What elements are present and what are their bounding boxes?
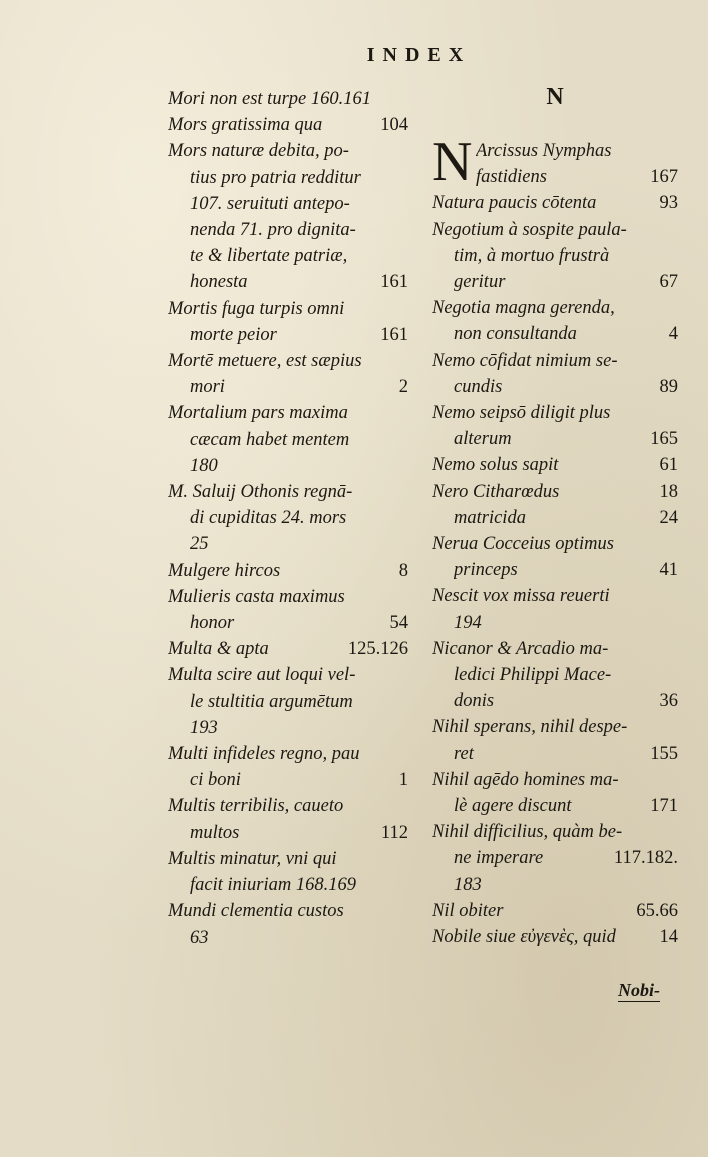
entry-text: tius pro patria redditur (190, 167, 361, 188)
page-number: 89 (659, 376, 678, 397)
entry-text: Nihil sperans, nihil despe- (432, 717, 628, 738)
entry-text: matricida (454, 507, 526, 528)
index-entry (432, 714, 678, 766)
page-number: 24 (659, 507, 678, 528)
entry-text: 107. seruituti antepo- (190, 193, 350, 214)
entry-text: Mors naturæ debita, po- (168, 141, 349, 162)
page-header: INDEX (366, 44, 472, 66)
entry-text: ledici Philippi Mace- (454, 665, 612, 686)
entry-line (432, 872, 678, 898)
page-number: 161 (380, 324, 408, 345)
entry-line (168, 636, 408, 662)
entry-line (168, 505, 408, 531)
index-entry (168, 296, 408, 348)
entry-text: Multi infideles regno, pau (168, 744, 360, 765)
entry-line (432, 190, 678, 216)
entry-text: Mulgere hircos (168, 560, 281, 581)
entry-line (168, 374, 408, 400)
entry-line (168, 243, 408, 269)
entry-text: Nemo cōfidat nimium se- (432, 350, 618, 371)
page-number: 14 (659, 927, 678, 948)
first-entry (432, 131, 678, 193)
index-entry (168, 793, 408, 845)
entry-line (432, 819, 678, 845)
entry-text: 63 (190, 927, 209, 948)
entry-text: Negotia magna gerenda, (432, 298, 615, 319)
entry-text: tim, à mortuo frustrà (454, 245, 610, 266)
entry-line (432, 845, 678, 871)
index-entry (168, 86, 408, 112)
entry-text: 194 (454, 612, 482, 633)
entry-line (432, 610, 678, 636)
entry-text: cæcam habet mentem (190, 429, 350, 450)
page-number: 167 (650, 167, 678, 188)
index-entry (432, 924, 678, 950)
entry-line (432, 295, 678, 321)
entry-line (168, 322, 408, 348)
entry-line (168, 584, 408, 610)
entry-line (432, 269, 678, 295)
entry-text: Mulieris casta maximus (168, 586, 345, 607)
entry-text: Nerua Cocceius optimus (432, 534, 614, 555)
entry-line (432, 583, 678, 609)
entry-text: Arcissus Nymphas (476, 141, 612, 161)
entry-line (168, 296, 408, 322)
entry-text: Multa & apta (168, 639, 269, 660)
entry-text: princeps (454, 560, 518, 581)
drop-cap: N (432, 131, 473, 193)
page-number: 8 (398, 560, 408, 581)
page-number: 36 (659, 691, 678, 712)
entry-line (432, 741, 678, 767)
index-entry (168, 636, 408, 662)
entry-text: 183 (454, 874, 482, 895)
index-entry (168, 400, 408, 479)
index-entry (432, 531, 678, 583)
entry-line (168, 689, 408, 715)
index-entry (432, 452, 678, 478)
entry-text: multos (190, 822, 240, 843)
entry-text: ci boni (190, 770, 241, 791)
page-number: 117.182. (613, 848, 678, 869)
entry-line (168, 269, 408, 295)
index-entry (168, 584, 408, 636)
entry-text: le stultitia argumētum (190, 691, 353, 712)
index-entry (432, 295, 678, 347)
page-number: 4 (668, 324, 678, 345)
entry-line (432, 505, 678, 531)
page-number: 161 (380, 272, 408, 293)
index-entry (168, 662, 408, 741)
entry-line (168, 479, 408, 505)
entry-line (168, 453, 408, 479)
entry-text: morte peior (190, 324, 277, 345)
entry-text: donis (454, 691, 495, 712)
entry-text: Nescit vox missa reuerti (432, 586, 610, 607)
entry-text: Nero Citharœdus (432, 481, 560, 502)
page-number: 155 (650, 743, 678, 764)
entry-text: Multis terribilis, caueto (168, 796, 344, 817)
entry-text: M. Saluij Othonis regnā- (168, 482, 353, 503)
entry-text: Nihil agēdo homines ma- (432, 769, 619, 790)
page-number: 2 (398, 377, 408, 398)
index-entry (168, 138, 408, 295)
entry-text: honesta (190, 272, 248, 293)
entry-text: Mortis fuga turpis omni (168, 298, 345, 319)
page-number: 65.66 (636, 900, 678, 921)
entry-text: Mortalium pars maxima (168, 403, 348, 424)
entry-text: 193 (190, 717, 218, 738)
entry-line (432, 374, 678, 400)
catchword: Nobi- (618, 980, 660, 1000)
entry-line (432, 321, 678, 347)
entry-line (168, 872, 408, 898)
entry-text: Nemo solus sapit (432, 455, 559, 476)
entry-line (168, 112, 408, 138)
entry-line (432, 217, 678, 243)
entry-text: Natura paucis cōtenta (432, 193, 597, 214)
index-entry (432, 348, 678, 400)
entry-line (168, 715, 408, 741)
right-index-column (432, 86, 678, 950)
entry-text: cundis (454, 376, 503, 397)
entry-text: 25 (190, 534, 209, 555)
entry-text: ret (454, 743, 474, 764)
entry-line (432, 400, 678, 426)
entry-text: Negotium à sospite paula- (432, 219, 627, 240)
index-entry (168, 741, 408, 793)
entry-line (168, 610, 408, 636)
entry-text: Nil obiter (432, 900, 504, 921)
entry-line (432, 531, 678, 557)
entry-text: te & libertate patriæ, (190, 246, 348, 267)
entry-line (168, 741, 408, 767)
index-entry (432, 190, 678, 216)
entry-text: Mors gratissima qua (168, 115, 323, 136)
entry-line (432, 714, 678, 740)
entry-line (168, 662, 408, 688)
index-entry (168, 846, 408, 898)
entry-text: honor (190, 613, 235, 634)
entry-line (432, 557, 678, 583)
entry-line (432, 479, 678, 505)
page-number: 67 (659, 272, 678, 293)
page-number: 165 (650, 429, 678, 450)
entry-text: geritur (454, 272, 506, 293)
index-entry (432, 767, 678, 819)
entry-line (432, 452, 678, 478)
entry-text: alterum (454, 429, 512, 450)
entry-line (168, 846, 408, 872)
entry-line (432, 636, 678, 662)
section-letter: N (546, 84, 564, 110)
index-entry (168, 112, 408, 138)
entry-text: Nobile siue εὐγενὲς, quid (432, 927, 616, 948)
entry-text: Multa scire aut loqui vel- (168, 665, 356, 686)
entry-line (168, 400, 408, 426)
index-entry (432, 583, 678, 635)
entry-line (432, 688, 678, 714)
entry-line (168, 793, 408, 819)
entry-text: Nemo seipsō diligit plus (432, 403, 611, 424)
entry-line (432, 793, 678, 819)
entry-line (168, 138, 408, 164)
entry-line (432, 348, 678, 374)
entry-line (168, 217, 408, 243)
entry-line (168, 427, 408, 453)
page-number: 18 (659, 481, 678, 502)
entry-text: Mundi clementia custos (168, 901, 344, 922)
entry-text: nenda 71. pro dignita- (190, 220, 356, 241)
entry-text: di cupiditas 24. mors (190, 508, 347, 529)
page-number: 112 (380, 822, 408, 843)
entry-line (168, 191, 408, 217)
entry-text: ne imperare (454, 848, 544, 869)
entry-line (432, 426, 678, 452)
entry-text: Nihil difficilius, quàm be- (432, 822, 623, 843)
page-number: 61 (659, 455, 678, 476)
entry-text: mori (190, 377, 225, 398)
index-entry (432, 400, 678, 452)
index-entry (432, 819, 678, 898)
entry-line (432, 924, 678, 950)
index-entry (168, 898, 408, 950)
left-index-column (168, 86, 408, 951)
entry-line (168, 86, 408, 112)
entry-text: non consultanda (454, 324, 577, 345)
entry-text: facit iniuriam 168.169 (190, 875, 356, 896)
entry-text: Mortē metuere, est sæpius (168, 351, 362, 372)
index-entry (168, 348, 408, 400)
page-number: 125.126 (347, 639, 408, 660)
page-number: 104 (380, 115, 408, 136)
entry-line (432, 898, 678, 924)
entry-text: fastidiens (476, 167, 547, 188)
index-entry (432, 898, 678, 924)
entry-line (168, 531, 408, 557)
entry-line (168, 348, 408, 374)
entry-line (432, 662, 678, 688)
entry-line (432, 767, 678, 793)
entry-line (168, 820, 408, 846)
page-number: 93 (659, 193, 678, 214)
page-number: 41 (659, 560, 678, 581)
entry-line (168, 165, 408, 191)
entry-text: Multis minatur, vni qui (168, 848, 337, 869)
index-entry (432, 636, 678, 715)
page-number: 54 (389, 613, 408, 634)
entry-line (168, 767, 408, 793)
index-entry (168, 479, 408, 558)
entry-text: lè agere discunt (454, 796, 572, 817)
page-number: 171 (650, 796, 678, 817)
entry-text: Nicanor & Arcadio ma- (432, 638, 609, 659)
index-entry (432, 217, 678, 296)
entry-line (168, 925, 408, 951)
page-number: 1 (398, 770, 408, 791)
entry-line (168, 898, 408, 924)
entry-line (432, 243, 678, 269)
index-entry (168, 558, 408, 584)
index-entry (432, 479, 678, 531)
entry-text: Mori non est turpe 160.161 (168, 89, 371, 109)
entry-text: 180 (190, 455, 218, 476)
entry-line (168, 558, 408, 584)
